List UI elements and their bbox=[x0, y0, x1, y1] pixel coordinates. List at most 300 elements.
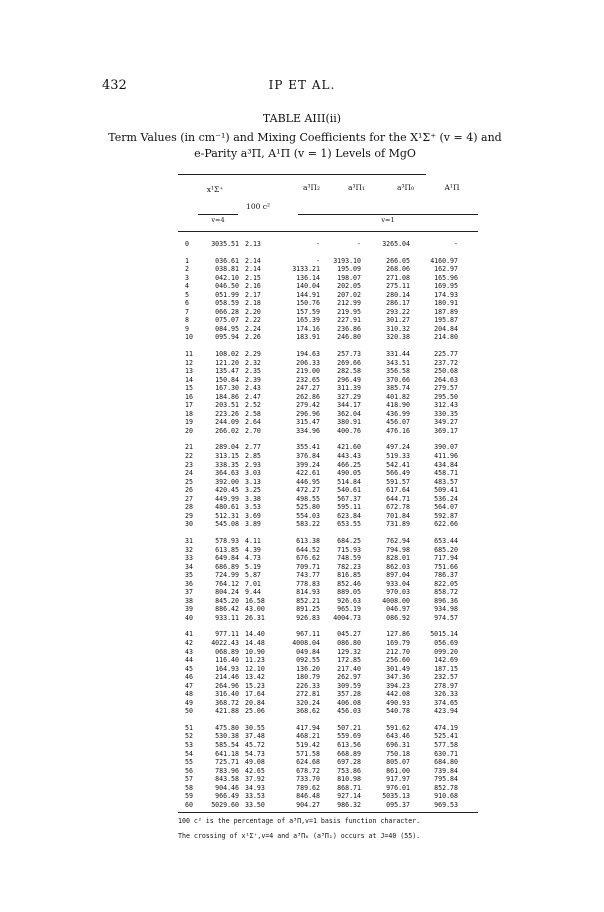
caption-line-2: e-Parity a³Π, A¹Π (v = 1) Levels of MgO bbox=[194, 147, 416, 160]
a2-term-cell: 571.58 bbox=[296, 749, 320, 758]
a2-term-cell: 279.42 bbox=[296, 401, 320, 410]
a2-term-cell: 355.41 bbox=[296, 443, 320, 452]
group-spacer bbox=[185, 622, 458, 630]
a2-term-cell: 468.21 bbox=[296, 732, 320, 741]
a2-term-cell: 709.71 bbox=[296, 562, 320, 571]
j-value-cell: 34 bbox=[185, 562, 193, 571]
j-value-cell: 13 bbox=[185, 367, 193, 376]
group-label-right: v=1 bbox=[381, 216, 395, 224]
A-term-cell: 326.33 bbox=[434, 690, 458, 699]
x-term-cell: 164.93 bbox=[215, 664, 239, 673]
a0-term-cell: 394.23 bbox=[386, 681, 410, 690]
j-value-cell: 53 bbox=[185, 740, 193, 749]
a1-term-cell: 202.05 bbox=[337, 282, 361, 291]
table-label: TABLE AIII(ii) bbox=[262, 112, 342, 125]
a1-term-cell: 697.28 bbox=[337, 758, 361, 767]
table-row bbox=[185, 520, 458, 529]
table-row bbox=[185, 648, 458, 657]
j-value-cell: 44 bbox=[185, 656, 193, 665]
j-value-cell: 48 bbox=[185, 690, 193, 699]
spacer-cell bbox=[185, 249, 458, 257]
a0-term-cell: 370.66 bbox=[386, 375, 410, 384]
A-term-cell: 751.66 bbox=[434, 562, 458, 571]
j-value-cell: 56 bbox=[185, 766, 193, 775]
table-row bbox=[185, 469, 458, 478]
caption-line-1: Term Values (in cm⁻¹) and Mixing Coefficients for the X¹Σ⁺ (v = 4) and bbox=[108, 131, 502, 144]
a2-term-cell: 320.24 bbox=[296, 698, 320, 707]
j-value-cell: 10 bbox=[185, 333, 193, 342]
col-head-A: A¹Π bbox=[444, 183, 460, 192]
j-value-cell: 55 bbox=[185, 758, 193, 767]
j-value-cell: 46 bbox=[185, 673, 193, 682]
mixing-coef-cell: 2.43 bbox=[245, 384, 261, 393]
A-term-cell: - bbox=[454, 240, 458, 248]
table-row bbox=[185, 758, 458, 767]
mixing-coef-cell: 2.93 bbox=[245, 460, 261, 469]
a0-term-cell: 301.27 bbox=[386, 316, 410, 325]
col-head-a0: a³Π₀ bbox=[396, 183, 415, 192]
a1-term-cell: 507.21 bbox=[337, 723, 361, 732]
a1-term-cell: 045.27 bbox=[337, 630, 361, 639]
x-term-cell: 038.81 bbox=[215, 265, 239, 274]
table-row bbox=[185, 546, 458, 555]
a2-term-cell: 4008.04 bbox=[292, 638, 320, 647]
a2-term-cell: 219.00 bbox=[296, 367, 320, 376]
a0-term-cell: 542.41 bbox=[386, 460, 410, 469]
j-value-cell: 4 bbox=[185, 282, 189, 291]
mixing-coef-cell: 16.58 bbox=[245, 596, 265, 605]
table-row bbox=[185, 690, 458, 699]
x-term-cell: 364.63 bbox=[215, 469, 239, 478]
A-term-cell: 204.84 bbox=[434, 324, 458, 333]
a1-term-cell: 282.58 bbox=[337, 367, 361, 376]
j-value-cell: 24 bbox=[185, 469, 193, 478]
a1-term-cell: 653.55 bbox=[337, 520, 361, 529]
a2-term-cell: 183.91 bbox=[296, 333, 320, 342]
a1-term-cell: 219.95 bbox=[337, 307, 361, 316]
j-value-cell: 11 bbox=[185, 350, 193, 359]
a2-term-cell: 926.83 bbox=[296, 613, 320, 622]
a0-term-cell: 356.58 bbox=[386, 367, 410, 376]
j-value-cell: 2 bbox=[185, 265, 189, 274]
running-head: IP ET AL. bbox=[268, 78, 336, 92]
j-value-cell: 9 bbox=[185, 324, 189, 333]
j-value-cell: 50 bbox=[185, 707, 193, 716]
mixing-coef-cell: 25.06 bbox=[245, 707, 265, 716]
A-term-cell: 483.57 bbox=[434, 477, 458, 486]
mixing-coef-cell: 37.48 bbox=[245, 732, 265, 741]
A-term-cell: 312.43 bbox=[434, 401, 458, 410]
a1-term-cell: 668.89 bbox=[337, 749, 361, 758]
a1-term-cell: 357.28 bbox=[337, 690, 361, 699]
a2-term-cell: 140.04 bbox=[296, 282, 320, 291]
a2-term-cell: 422.61 bbox=[296, 469, 320, 478]
mixing-coef-cell: 17.64 bbox=[245, 690, 265, 699]
a0-term-cell: 643.46 bbox=[386, 732, 410, 741]
A-term-cell: 458.71 bbox=[434, 469, 458, 478]
a1-term-cell: 172.85 bbox=[337, 656, 361, 665]
table-row bbox=[185, 699, 458, 708]
a0-term-cell: 5035.13 bbox=[382, 792, 410, 801]
A-term-cell: 4160.97 bbox=[430, 256, 458, 265]
a2-term-cell: 644.52 bbox=[296, 545, 320, 554]
A-term-cell: 187.89 bbox=[434, 307, 458, 316]
x-term-cell: 051.99 bbox=[215, 290, 239, 299]
top-rule bbox=[178, 174, 426, 175]
x-term-cell: 135.47 bbox=[215, 367, 239, 376]
x-term-cell: 783.96 bbox=[215, 766, 239, 775]
mixing-coef-cell: 26.31 bbox=[245, 613, 265, 622]
a1-term-cell: 236.86 bbox=[337, 324, 361, 333]
A-term-cell: 5015.14 bbox=[430, 630, 458, 639]
table-row bbox=[185, 767, 458, 776]
a1-term-cell: 212.99 bbox=[337, 299, 361, 308]
table-row bbox=[185, 299, 458, 308]
a1-term-cell: 852.46 bbox=[337, 579, 361, 588]
a0-term-cell: 086.92 bbox=[386, 613, 410, 622]
a2-term-cell: 180.79 bbox=[296, 673, 320, 682]
a1-term-cell: 926.63 bbox=[337, 596, 361, 605]
table-row bbox=[185, 461, 458, 470]
a1-term-cell: 421.60 bbox=[337, 443, 361, 452]
col-head-x: x¹Σ⁺ bbox=[206, 185, 224, 194]
a0-term-cell: 343.51 bbox=[386, 358, 410, 367]
mixing-coef-cell: 3.38 bbox=[245, 494, 261, 503]
a0-term-cell: 861.00 bbox=[386, 766, 410, 775]
j-value-cell: 45 bbox=[185, 664, 193, 673]
x-term-cell: 966.49 bbox=[215, 792, 239, 801]
x-term-cell: 203.51 bbox=[215, 401, 239, 410]
A-term-cell: 630.71 bbox=[434, 749, 458, 758]
a2-term-cell: 967.11 bbox=[296, 630, 320, 639]
A-term-cell: 056.69 bbox=[434, 638, 458, 647]
table-row bbox=[185, 384, 458, 393]
x-term-cell: 585.54 bbox=[215, 740, 239, 749]
a2-term-cell: 472.27 bbox=[296, 486, 320, 495]
a1-term-cell: 684.25 bbox=[337, 536, 361, 545]
mixing-coef-cell: 20.84 bbox=[245, 698, 265, 707]
table-row bbox=[185, 630, 458, 639]
a2-term-cell: 136.20 bbox=[296, 664, 320, 673]
A-term-cell: 822.05 bbox=[434, 579, 458, 588]
A-term-cell: 564.07 bbox=[434, 503, 458, 512]
a1-term-cell: 965.19 bbox=[337, 605, 361, 614]
mixing-coef-cell: 2.32 bbox=[245, 358, 261, 367]
table-row bbox=[185, 775, 458, 784]
j-value-cell: 5 bbox=[185, 290, 189, 299]
a0-term-cell: 644.71 bbox=[386, 494, 410, 503]
x-term-cell: 167.30 bbox=[215, 384, 239, 393]
A-term-cell: 099.20 bbox=[434, 647, 458, 656]
table-row bbox=[185, 597, 458, 606]
A-term-cell: 162.97 bbox=[434, 265, 458, 274]
a2-term-cell: 743.77 bbox=[296, 571, 320, 580]
a0-term-cell: 591.57 bbox=[386, 477, 410, 486]
A-term-cell: 180.91 bbox=[434, 299, 458, 308]
mixing-coef-cell: 13.42 bbox=[245, 673, 265, 682]
j-value-cell: 47 bbox=[185, 681, 193, 690]
a1-term-cell: 595.11 bbox=[337, 503, 361, 512]
x-term-cell: 108.02 bbox=[215, 350, 239, 359]
x-term-cell: 121.20 bbox=[215, 358, 239, 367]
x-term-cell: 313.15 bbox=[215, 452, 239, 461]
a1-term-cell: 129.32 bbox=[337, 647, 361, 656]
mixing-coef-cell: 3.69 bbox=[245, 511, 261, 520]
table-row bbox=[185, 741, 458, 750]
a1-term-cell: 246.80 bbox=[337, 333, 361, 342]
a1-term-cell: 198.07 bbox=[337, 273, 361, 282]
j-value-cell: 8 bbox=[185, 316, 189, 325]
mixing-coef-cell: 34.93 bbox=[245, 783, 265, 792]
a1-term-cell: 257.73 bbox=[337, 350, 361, 359]
A-term-cell: 577.58 bbox=[434, 740, 458, 749]
col-head-a2: a³Π₂ bbox=[302, 183, 321, 192]
a2-term-cell: 315.47 bbox=[296, 418, 320, 427]
table-row bbox=[185, 265, 458, 274]
a0-term-cell: 127.86 bbox=[386, 630, 410, 639]
j-value-cell: 59 bbox=[185, 792, 193, 801]
a2-term-cell: 852.21 bbox=[296, 596, 320, 605]
a2-term-cell: 092.55 bbox=[296, 656, 320, 665]
A-term-cell: 910.68 bbox=[434, 792, 458, 801]
mixing-coef-cell: 2.70 bbox=[245, 426, 261, 435]
a1-term-cell: 466.25 bbox=[337, 460, 361, 469]
a0-term-cell: 696.31 bbox=[386, 740, 410, 749]
j-value-cell: 27 bbox=[185, 494, 193, 503]
mixing-coef-cell: 54.73 bbox=[245, 749, 265, 758]
x-term-cell: 904.46 bbox=[215, 783, 239, 792]
A-term-cell: 411.96 bbox=[434, 452, 458, 461]
a2-term-cell: 678.72 bbox=[296, 766, 320, 775]
a2-term-cell: 554.03 bbox=[296, 511, 320, 520]
table-row bbox=[185, 605, 458, 614]
mixing-coef-cell: 43.00 bbox=[245, 605, 265, 614]
table-row bbox=[185, 443, 458, 452]
j-value-cell: 60 bbox=[185, 800, 193, 809]
table-row bbox=[185, 563, 458, 572]
a1-term-cell: 327.29 bbox=[337, 392, 361, 401]
j-value-cell: 32 bbox=[185, 545, 193, 554]
table-row bbox=[185, 656, 458, 665]
a2-term-cell: 583.22 bbox=[296, 520, 320, 529]
x-term-cell: 266.02 bbox=[215, 426, 239, 435]
table-row bbox=[185, 588, 458, 597]
mixing-coef-cell: 2.26 bbox=[245, 333, 261, 342]
a2-term-cell: 368.62 bbox=[296, 707, 320, 716]
x-term-cell: 046.50 bbox=[215, 282, 239, 291]
a1-term-cell: 623.84 bbox=[337, 511, 361, 520]
a1-term-cell: 540.61 bbox=[337, 486, 361, 495]
table-row bbox=[185, 376, 458, 385]
table-row bbox=[185, 784, 458, 793]
table-row bbox=[185, 452, 458, 461]
x-term-cell: 845.20 bbox=[215, 596, 239, 605]
mixing-coef-cell: 14.40 bbox=[245, 630, 265, 639]
mixing-coef-cell: 4.11 bbox=[245, 536, 261, 545]
x-term-cell: 641.18 bbox=[215, 749, 239, 758]
a1-term-cell: - bbox=[357, 240, 361, 248]
table-row bbox=[185, 291, 458, 300]
a1-term-cell: 217.40 bbox=[337, 664, 361, 673]
table-row bbox=[185, 537, 458, 546]
mixing-coef-cell: 3.13 bbox=[245, 477, 261, 486]
x-term-cell: 316.40 bbox=[215, 690, 239, 699]
a1-term-cell: 207.02 bbox=[337, 290, 361, 299]
x-term-cell: 068.89 bbox=[215, 647, 239, 656]
mixing-coef-cell: 2.58 bbox=[245, 409, 261, 418]
a2-term-cell: 904.27 bbox=[296, 800, 320, 809]
j-value-cell: 22 bbox=[185, 452, 193, 461]
mixing-coef-cell: 4.73 bbox=[245, 554, 261, 563]
a0-term-cell: 256.60 bbox=[386, 656, 410, 665]
group-label-left: v=4 bbox=[211, 216, 225, 224]
mixing-coef-cell: 11.23 bbox=[245, 656, 265, 665]
a0-term-cell: 310.32 bbox=[386, 324, 410, 333]
a0-term-cell: 280.14 bbox=[386, 290, 410, 299]
A-term-cell: 717.94 bbox=[434, 554, 458, 563]
a0-term-cell: 046.97 bbox=[386, 605, 410, 614]
a2-term-cell: 733.70 bbox=[296, 775, 320, 784]
a0-term-cell: 301.49 bbox=[386, 664, 410, 673]
x-term-cell: 449.99 bbox=[215, 494, 239, 503]
A-term-cell: 225.77 bbox=[434, 350, 458, 359]
mixing-coef-cell: 2.13 bbox=[245, 240, 261, 248]
mixing-coef-cell: 33.50 bbox=[245, 800, 265, 809]
a1-term-cell: 406.08 bbox=[337, 698, 361, 707]
a1-term-cell: 195.09 bbox=[337, 265, 361, 274]
group-spacer bbox=[185, 529, 458, 537]
a1-term-cell: 443.43 bbox=[337, 452, 361, 461]
x-term-cell: 933.11 bbox=[215, 613, 239, 622]
a2-term-cell: 399.24 bbox=[296, 460, 320, 469]
x-term-cell: 886.42 bbox=[215, 605, 239, 614]
j-value-cell: 37 bbox=[185, 588, 193, 597]
footnote-1: 100 c² is the percentage of a³Π,v=1 basis function character. bbox=[178, 817, 421, 825]
a2-term-cell: 624.68 bbox=[296, 758, 320, 767]
a0-term-cell: 275.11 bbox=[386, 282, 410, 291]
A-term-cell: 295.50 bbox=[434, 392, 458, 401]
term-values-table bbox=[185, 240, 458, 809]
x-term-cell: 338.35 bbox=[215, 460, 239, 469]
j-value-cell: 52 bbox=[185, 732, 193, 741]
a2-term-cell: 3133.21 bbox=[292, 265, 320, 274]
a0-term-cell: 268.06 bbox=[386, 265, 410, 274]
x-term-cell: 368.72 bbox=[215, 698, 239, 707]
a2-term-cell: 778.83 bbox=[296, 579, 320, 588]
mixing-coef-cell: 2.15 bbox=[245, 273, 261, 282]
a0-term-cell: 591.62 bbox=[386, 723, 410, 732]
A-term-cell: 934.98 bbox=[434, 605, 458, 614]
j-value-cell: 39 bbox=[185, 605, 193, 614]
A-term-cell: 278.97 bbox=[434, 681, 458, 690]
table-row bbox=[185, 801, 458, 810]
j-value-cell: 29 bbox=[185, 511, 193, 520]
a0-term-cell: 540.78 bbox=[386, 707, 410, 716]
table-row bbox=[185, 410, 458, 419]
a2-term-cell: 272.81 bbox=[296, 690, 320, 699]
a2-term-cell: 136.14 bbox=[296, 273, 320, 282]
j-value-cell: 20 bbox=[185, 426, 193, 435]
a0-term-cell: 212.70 bbox=[386, 647, 410, 656]
x-term-cell: 042.10 bbox=[215, 273, 239, 282]
j-value-cell: 42 bbox=[185, 638, 193, 647]
A-term-cell: 187.15 bbox=[434, 664, 458, 673]
spacer-cell bbox=[185, 716, 458, 724]
A-term-cell: 739.84 bbox=[434, 766, 458, 775]
a1-term-cell: 086.80 bbox=[337, 638, 361, 647]
mixing-coef-cell: 2.14 bbox=[245, 265, 261, 274]
x-term-cell: 3035.51 bbox=[211, 240, 239, 248]
a0-term-cell: 519.33 bbox=[386, 452, 410, 461]
a1-term-cell: 3193.10 bbox=[333, 256, 361, 265]
x-term-cell: 095.94 bbox=[215, 333, 239, 342]
j-value-cell: 28 bbox=[185, 503, 193, 512]
a0-term-cell: 750.18 bbox=[386, 749, 410, 758]
j-value-cell: 36 bbox=[185, 579, 193, 588]
mixing-coef-cell: 2.64 bbox=[245, 418, 261, 427]
A-term-cell: 195.87 bbox=[434, 316, 458, 325]
A-term-cell: 349.27 bbox=[434, 418, 458, 427]
group-rule-right bbox=[298, 214, 478, 215]
x-term-cell: 264.96 bbox=[215, 681, 239, 690]
a0-term-cell: 897.04 bbox=[386, 571, 410, 580]
a0-term-cell: 271.08 bbox=[386, 273, 410, 282]
a1-term-cell: 613.56 bbox=[337, 740, 361, 749]
j-value-cell: 35 bbox=[185, 571, 193, 580]
a1-term-cell: 810.98 bbox=[337, 775, 361, 784]
a0-term-cell: 3265.04 bbox=[382, 240, 410, 248]
A-term-cell: 896.36 bbox=[434, 596, 458, 605]
a1-term-cell: 715.93 bbox=[337, 545, 361, 554]
x-term-cell: 4022.43 bbox=[211, 638, 239, 647]
a1-term-cell: 4004.73 bbox=[333, 613, 361, 622]
a0-term-cell: 286.17 bbox=[386, 299, 410, 308]
mixing-coef-cell: 14.48 bbox=[245, 638, 265, 647]
mixing-coef-cell: 2.20 bbox=[245, 307, 261, 316]
a2-term-cell: 174.16 bbox=[296, 324, 320, 333]
col-head-a1: a³Π₁ bbox=[347, 183, 366, 192]
mixing-coef-cell: 2.29 bbox=[245, 350, 261, 359]
A-term-cell: 165.96 bbox=[434, 273, 458, 282]
a2-term-cell: 157.59 bbox=[296, 307, 320, 316]
table-row bbox=[185, 750, 458, 759]
mixing-coef-cell: 2.35 bbox=[245, 367, 261, 376]
table-row bbox=[185, 792, 458, 801]
mixing-coef-cell: 5.19 bbox=[245, 562, 261, 571]
a2-term-cell: 049.84 bbox=[296, 647, 320, 656]
x-term-cell: 084.95 bbox=[215, 324, 239, 333]
table-row bbox=[185, 282, 458, 291]
A-term-cell: 237.72 bbox=[434, 358, 458, 367]
x-term-cell: 150.84 bbox=[215, 375, 239, 384]
x-term-cell: 578.93 bbox=[215, 536, 239, 545]
j-value-cell: 30 bbox=[185, 520, 193, 529]
table-row bbox=[185, 359, 458, 368]
col-head-mix: 100 c² bbox=[246, 202, 270, 211]
x-term-cell: 223.26 bbox=[215, 409, 239, 418]
a1-term-cell: 311.39 bbox=[337, 384, 361, 393]
mixing-coef-cell: 4.39 bbox=[245, 545, 261, 554]
A-term-cell: 786.37 bbox=[434, 571, 458, 580]
a0-term-cell: 805.07 bbox=[386, 758, 410, 767]
table-caption bbox=[100, 130, 510, 162]
a0-term-cell: 4008.00 bbox=[382, 596, 410, 605]
spacer-cell bbox=[185, 622, 458, 630]
a0-term-cell: 385.74 bbox=[386, 384, 410, 393]
a2-term-cell: 613.38 bbox=[296, 536, 320, 545]
table-row bbox=[185, 393, 458, 402]
A-term-cell: 390.07 bbox=[434, 443, 458, 452]
